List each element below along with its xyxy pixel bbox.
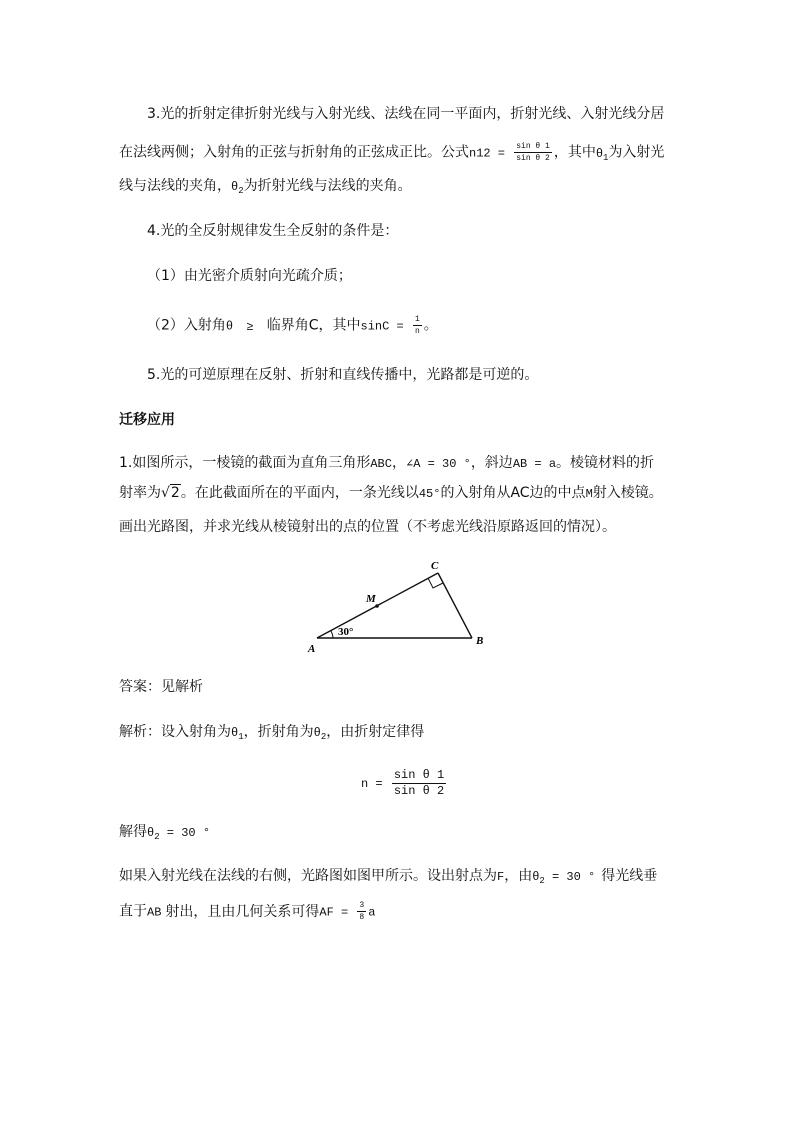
analysis-line-3: [119, 822, 210, 847]
analysis-line-1-text-c: ，由折射定律得: [326, 724, 425, 740]
analysis-line-5-text-b: 射出，且由几何关系可得: [165, 903, 320, 920]
hypotenuse-ab: AB = a: [512, 457, 557, 471]
theta-symbol: θ: [225, 319, 234, 334]
theta-subscript: 2: [154, 832, 160, 842]
section-title-text: 迁移应用: [119, 412, 175, 428]
q1-line-2: [119, 483, 663, 504]
fraction-denominator: n: [414, 327, 420, 336]
sqrt-two: [161, 483, 181, 503]
q1-line-3-text: 画出光路图，并求光线从棱镜射出的点的位置（不考虑光线沿原路返回的情况）。: [119, 519, 616, 535]
p3-line-3: [119, 176, 412, 201]
theta-symbol: θ: [147, 826, 155, 840]
label-b: B: [476, 635, 484, 647]
theta-2: [231, 180, 244, 194]
label-a: A: [308, 643, 316, 655]
fraction-numerator: 3: [359, 901, 365, 910]
fraction-3-8: [357, 900, 366, 923]
triangle-abc: ABC: [370, 457, 392, 471]
p4-condition-2-text-d: 。: [423, 317, 438, 334]
q1-line-2-text-b: 。在此截面所在的平面内，一条光线以: [180, 485, 419, 501]
analysis-line-4-text-d: 得光线垂: [601, 868, 658, 884]
angle-a: ∠A = 30 °: [405, 457, 471, 471]
fraction-denominator: sin θ 2: [516, 154, 550, 163]
analysis-line-3-text-a: 解得: [119, 824, 147, 840]
fraction-numerator: sin θ 1: [516, 142, 550, 151]
theta-2: [147, 826, 160, 840]
q1-line-2-text-d: 射入棱镜。: [592, 485, 663, 501]
analysis-line-4: [119, 866, 657, 891]
q1-line-2-text-c: 的入射角从AC边的中点: [440, 485, 586, 501]
sqrt-symbol: √: [161, 485, 170, 501]
section-title: [119, 410, 175, 430]
q1-line-1-text-c: ，斜边: [470, 455, 513, 471]
q1-line-1-text-a: 1.如图所示，一棱镜的截面为直角三角形: [119, 455, 371, 471]
q1-line-1-text-d: 。棱镜材料的折: [556, 455, 655, 471]
theta-2: [532, 870, 545, 884]
formula-n-equals: n =: [361, 777, 390, 791]
sqrt-radicand: 2: [170, 485, 180, 501]
angle-45: 45°: [418, 487, 441, 501]
fraction-numerator: 1: [414, 315, 420, 324]
analysis-line-1-text-a: 解析：设入射角为: [119, 724, 231, 740]
theta-symbol: θ: [231, 180, 239, 194]
formula-equals: =: [490, 146, 513, 161]
theta-symbol: θ: [532, 870, 540, 884]
analysis-line-4-value: = 30 °: [544, 870, 596, 884]
angle-label: 30°: [338, 626, 354, 638]
formula-af: AF =: [319, 905, 356, 920]
p4-line-1: [147, 221, 398, 241]
p4-condition-2-text-a: （2）入射角: [147, 317, 226, 334]
p4-condition-2-text-c: ，其中: [318, 317, 361, 334]
p4-line-1-text: 4.光的全反射规律发生全反射的条件是：: [147, 223, 399, 239]
analysis-line-1-text-b: ，折射角为: [243, 724, 314, 740]
angle-arc: [331, 631, 333, 638]
analysis-line-5: [119, 900, 375, 923]
p5-line-1-text: 5.光的可逆原理在反射、折射和直线传播中，光路都是可逆的。: [147, 367, 539, 383]
theta-subscript: 2: [320, 732, 327, 742]
p3-line-2-text-a: 在法线两侧；入射角的正弦与折射角的正弦成正比。公式: [119, 144, 469, 161]
theta-symbol: θ: [231, 726, 239, 740]
theta-1: [596, 147, 609, 161]
p5-line-1: [147, 365, 538, 385]
refraction-formula: [361, 766, 448, 801]
formula-sinc: sinC =: [360, 319, 411, 334]
p3-line-2: [119, 141, 664, 168]
answer-text: 答案：见解析: [119, 679, 203, 695]
label-c: C: [431, 560, 439, 572]
answer-line: [119, 677, 203, 697]
point-f: F: [497, 870, 505, 884]
formula-fraction-1-n: [413, 314, 422, 337]
p4-condition-2-text-b: 临界角C: [266, 317, 319, 334]
p3-line-2-text-c: 为入射光: [608, 144, 665, 161]
segment-ab: AB: [147, 905, 162, 920]
theta-subscript: 1: [603, 152, 609, 163]
formula-fraction: [392, 768, 446, 799]
label-m: M: [366, 593, 376, 605]
variable-a: a: [368, 905, 376, 920]
geq-symbol: ≥: [239, 319, 261, 334]
q1-line-3: [119, 517, 616, 537]
theta-2: [314, 726, 327, 740]
formula-n12: n12: [469, 146, 491, 161]
analysis-line-5-text-a: 直于: [119, 903, 147, 920]
analysis-line-4-text-a: 如果入射光线在法线的右侧，光路图如图甲所示。设出射点为: [119, 868, 497, 884]
p4-condition-2: [147, 314, 438, 337]
theta-1: [231, 726, 244, 740]
triangle-figure: [300, 556, 500, 656]
q1-line-2-text-a: 射率为: [119, 485, 161, 501]
point-m: M: [585, 487, 593, 501]
q1-line-1: [119, 453, 654, 474]
p4-condition-1: [147, 266, 352, 286]
p3-line-1: [147, 104, 664, 124]
theta-subscript: 2: [238, 186, 244, 196]
fraction-denominator: 8: [359, 913, 365, 922]
side-cb: [438, 573, 472, 638]
theta-subscript: 1: [238, 732, 244, 742]
theta-symbol: θ: [313, 726, 321, 740]
formula-fraction: [514, 141, 552, 164]
q1-line-1-text-b: ，: [391, 455, 406, 471]
theta-subscript: 2: [539, 876, 545, 886]
p3-line-3-text-a: 线与法线的夹角，: [119, 178, 231, 194]
p4-condition-1-text: （1）由光密介质射向光疏介质；: [147, 268, 352, 284]
analysis-line-4-text-b: ，由: [504, 868, 533, 884]
p3-line-1-text: 3.光的折射定律折射光线与入射光线、法线在同一平面内，折射光线、入射光线分居: [147, 106, 665, 122]
p3-line-2-text-b: ，其中: [553, 144, 596, 161]
theta-symbol: θ: [595, 146, 604, 161]
analysis-line-1: [119, 722, 424, 747]
analysis-line-3-value: = 30 °: [159, 826, 211, 840]
p3-line-3-text-b: 为折射光线与法线的夹角。: [243, 178, 412, 194]
fraction-denominator: sin θ 2: [393, 783, 445, 798]
fraction-numerator: sin θ 1: [393, 767, 445, 782]
